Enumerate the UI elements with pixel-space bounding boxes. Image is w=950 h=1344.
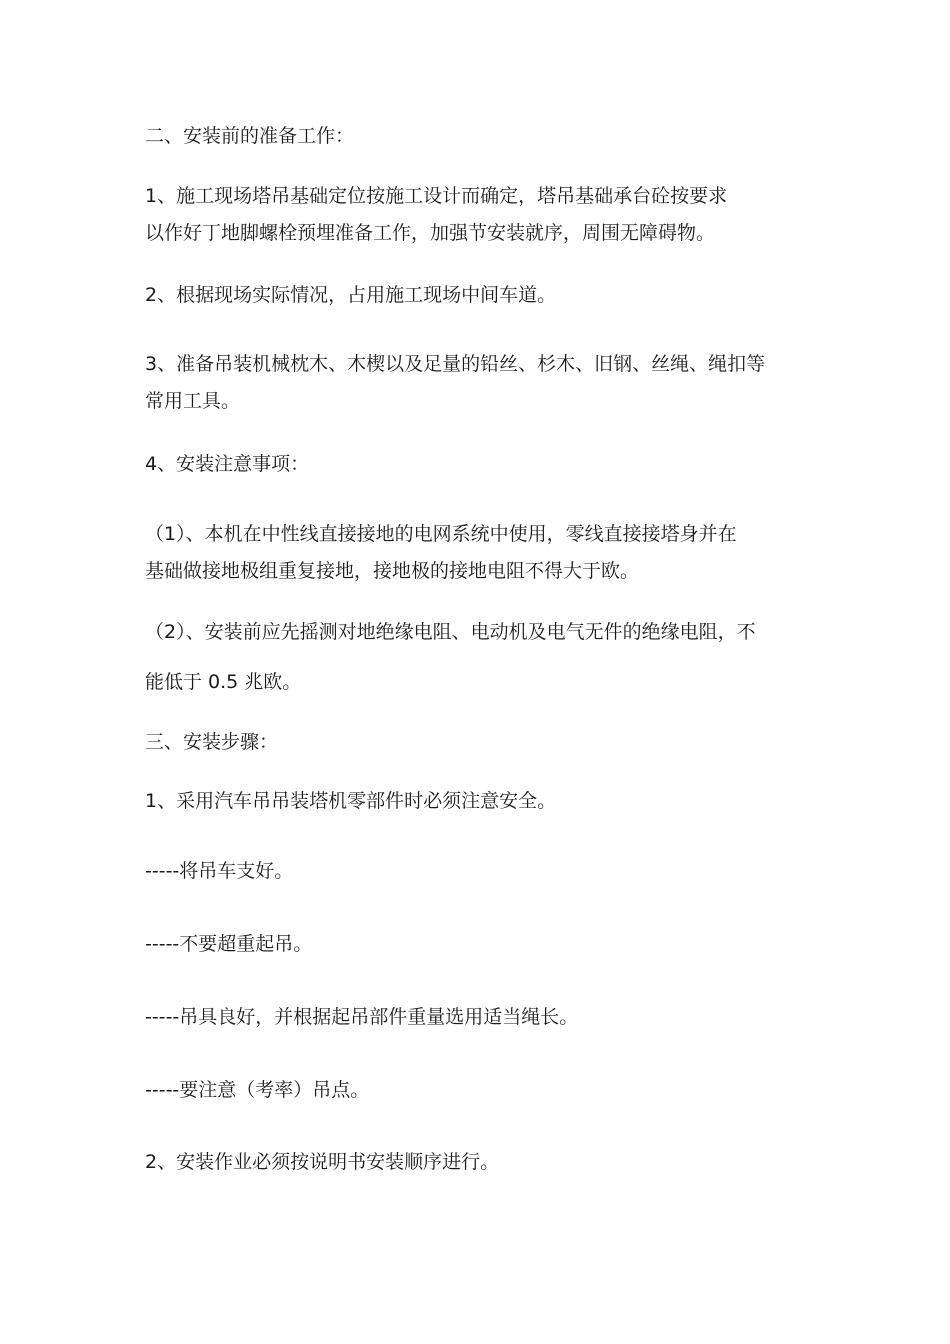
text-line: 1、施工现场塔吊基础定位按施工设计而确定，塔吊基础承台砼按要求 bbox=[145, 185, 728, 207]
paragraph-item-2 bbox=[145, 277, 810, 314]
text-line: （1）、本机在中性线直接接地的电网系统中使用，零线直接接塔身并在 bbox=[145, 523, 737, 545]
text-line: 4、安装注意事项： bbox=[145, 453, 310, 475]
paragraph-subitem-2-continuation bbox=[145, 664, 810, 701]
text-line: 1、采用汽车吊吊装塔机零部件时必须注意安全。 bbox=[145, 790, 557, 812]
paragraph-step-2 bbox=[145, 1144, 810, 1181]
section-heading-steps bbox=[145, 724, 810, 761]
text-line: 基础做接地极组重复接地，接地极的接地电阻不得大于欧。 bbox=[145, 560, 640, 582]
paragraph-item-1 bbox=[145, 178, 810, 252]
paragraph-step-1 bbox=[145, 783, 810, 820]
paragraph-item-4 bbox=[145, 446, 810, 483]
dash-item bbox=[145, 926, 810, 963]
dash-item bbox=[145, 853, 810, 890]
text-line: 常用工具。 bbox=[145, 390, 241, 412]
text-line: -----要注意（考率）吊点。 bbox=[145, 1079, 370, 1101]
dash-item bbox=[145, 999, 810, 1036]
text-line: 2、安装作业必须按说明书安装顺序进行。 bbox=[145, 1151, 500, 1173]
paragraph-subitem-1 bbox=[145, 516, 810, 590]
text-line: 2、根据现场实际情况，占用施工现场中间车道。 bbox=[145, 284, 557, 306]
text-line: 二、安装前的准备工作： bbox=[145, 125, 355, 147]
text-line: （2）、安装前应先摇测对地绝缘电阻、电动机及电气无件的绝缘电阻，不 bbox=[145, 621, 756, 643]
text-line: -----将吊车支好。 bbox=[145, 860, 294, 882]
text-line: 3、准备吊装机械枕木、木楔以及足量的铅丝、杉木、旧钢、丝绳、绳扣等 bbox=[145, 353, 766, 375]
text-line: -----不要超重起吊。 bbox=[145, 933, 313, 955]
text-line: 三、安装步骤： bbox=[145, 731, 279, 753]
section-heading-preparation bbox=[145, 118, 810, 155]
text-line: -----吊具良好，并根据起吊部件重量选用适当绳长。 bbox=[145, 1006, 579, 1028]
paragraph-item-3 bbox=[145, 346, 810, 420]
paragraph-subitem-2 bbox=[145, 614, 810, 651]
text-line: 能低于 0.5 兆欧。 bbox=[145, 671, 302, 693]
text-line: 以作好丁地脚螺栓预埋准备工作，加强节安装就序，周围无障碍物。 bbox=[145, 222, 716, 244]
dash-item bbox=[145, 1072, 810, 1109]
